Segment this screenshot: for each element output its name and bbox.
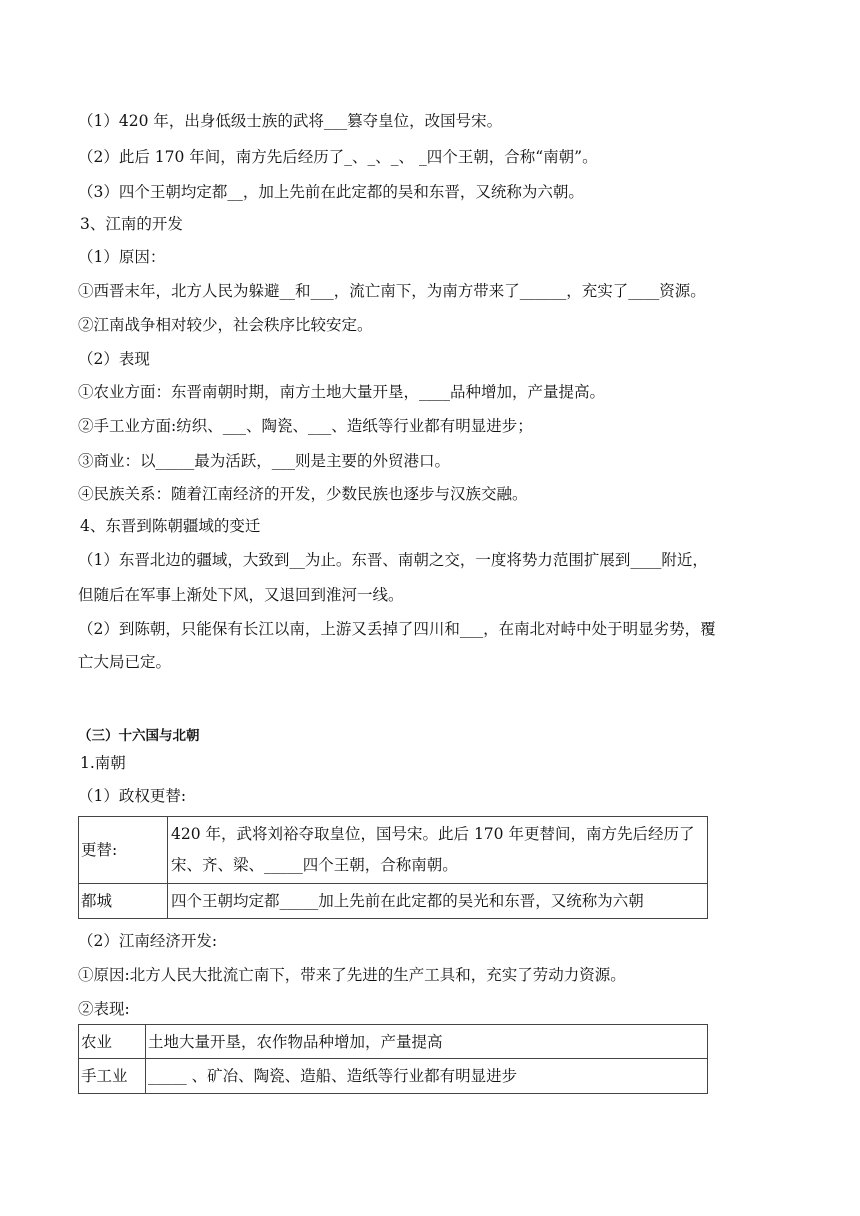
text-line: ③商业：以_____最为活跃，___则是主要的外贸港口。 — [78, 452, 451, 470]
text-line: ④民族关系：随着江南经济的开发，少数民族也逐步与汉族交融。 — [78, 485, 528, 503]
text-line: （1）东晋北边的疆域，大致到__为止。东晋、南朝之交，一度将势力范围扩展到____附近， — [78, 551, 708, 569]
text-line: ①农业方面：东晋南朝时期，南方土地大量开垦，____品种增加，产量提高。 — [78, 383, 606, 401]
text-line: （1）原因： — [78, 248, 166, 266]
text-line: 但随后在军事上渐处下风，又退回到淮河一线。 — [78, 586, 404, 604]
economy-table — [78, 1024, 708, 1094]
table-cell-label: 农业 — [79, 1025, 146, 1059]
subheading: （1）政权更替: — [78, 787, 187, 805]
section-heading: 3、江南的开发 — [80, 215, 183, 233]
table-row — [79, 884, 708, 919]
table-cell-text: 土地大量开垦，农作物品种增加，产量提高 — [146, 1025, 708, 1059]
text-line: （3）四个王朝均定都__，加上先前在此定都的吴和东晋，又统称为六朝。 — [78, 183, 584, 201]
section-heading: 1.南朝 — [80, 754, 126, 772]
text-line: （1）420 年，出身低级士族的武将___篡夺皇位，改国号宋。 — [78, 112, 503, 130]
text-line: 亡大局已定。 — [78, 653, 172, 671]
text-line: ②手工业方面:纺织、___、陶瓷、___、造纸等行业都有明显进步； — [78, 417, 533, 435]
table-row — [79, 1059, 708, 1094]
text-line: （2）此后 170 年间，南方先后经历了_、_、_、 _四个王朝，合称“南朝”。 — [78, 148, 598, 166]
table-row — [79, 1025, 708, 1059]
text-line: ①西晋末年，北方人民为躲避__和___，流亡南下，为南方带来了______，充实了____资源。 — [78, 282, 706, 300]
text-line: ②表现: — [78, 1000, 130, 1018]
table-cell-label: 手工业 — [79, 1059, 146, 1094]
section-heading: 4、东晋到陈朝疆域的变迁 — [80, 517, 261, 535]
text-line: ①原因:北方人民大批流亡南下，带来了先进的生产工具和，充实了劳动力资源。 — [78, 966, 626, 984]
table-cell-text: 420 年，武将刘裕夺取皇位，国号宋。此后 170 年更替间，南方先后经历了宋、齐、梁、_____四个王朝，合称南朝。 — [168, 817, 708, 884]
table-row — [79, 817, 708, 884]
subheading: （2）江南经济开发: — [78, 932, 218, 950]
text-line: （2）表现 — [78, 350, 150, 368]
table-cell-label: 都城 — [79, 884, 168, 919]
table-cell-text: 四个王朝均定都_____加上先前在此定都的吴光和东晋，又统称为六朝 — [168, 884, 708, 919]
table-cell-text: _____ 、矿冶、陶瓷、造船、造纸等行业都有明显进步 — [146, 1059, 708, 1094]
regime-table — [78, 816, 708, 919]
text-line: （2）到陈朝，只能保有长江以南，上游又丢掉了四川和___，在南北对峙中处于明显劣势，覆 — [78, 620, 716, 638]
table-cell-label: 更替: — [79, 817, 168, 884]
text-line: ②江南战争相对较少，社会秩序比较安定。 — [78, 316, 373, 334]
section-title: （三）十六国与北朝 — [78, 728, 200, 744]
